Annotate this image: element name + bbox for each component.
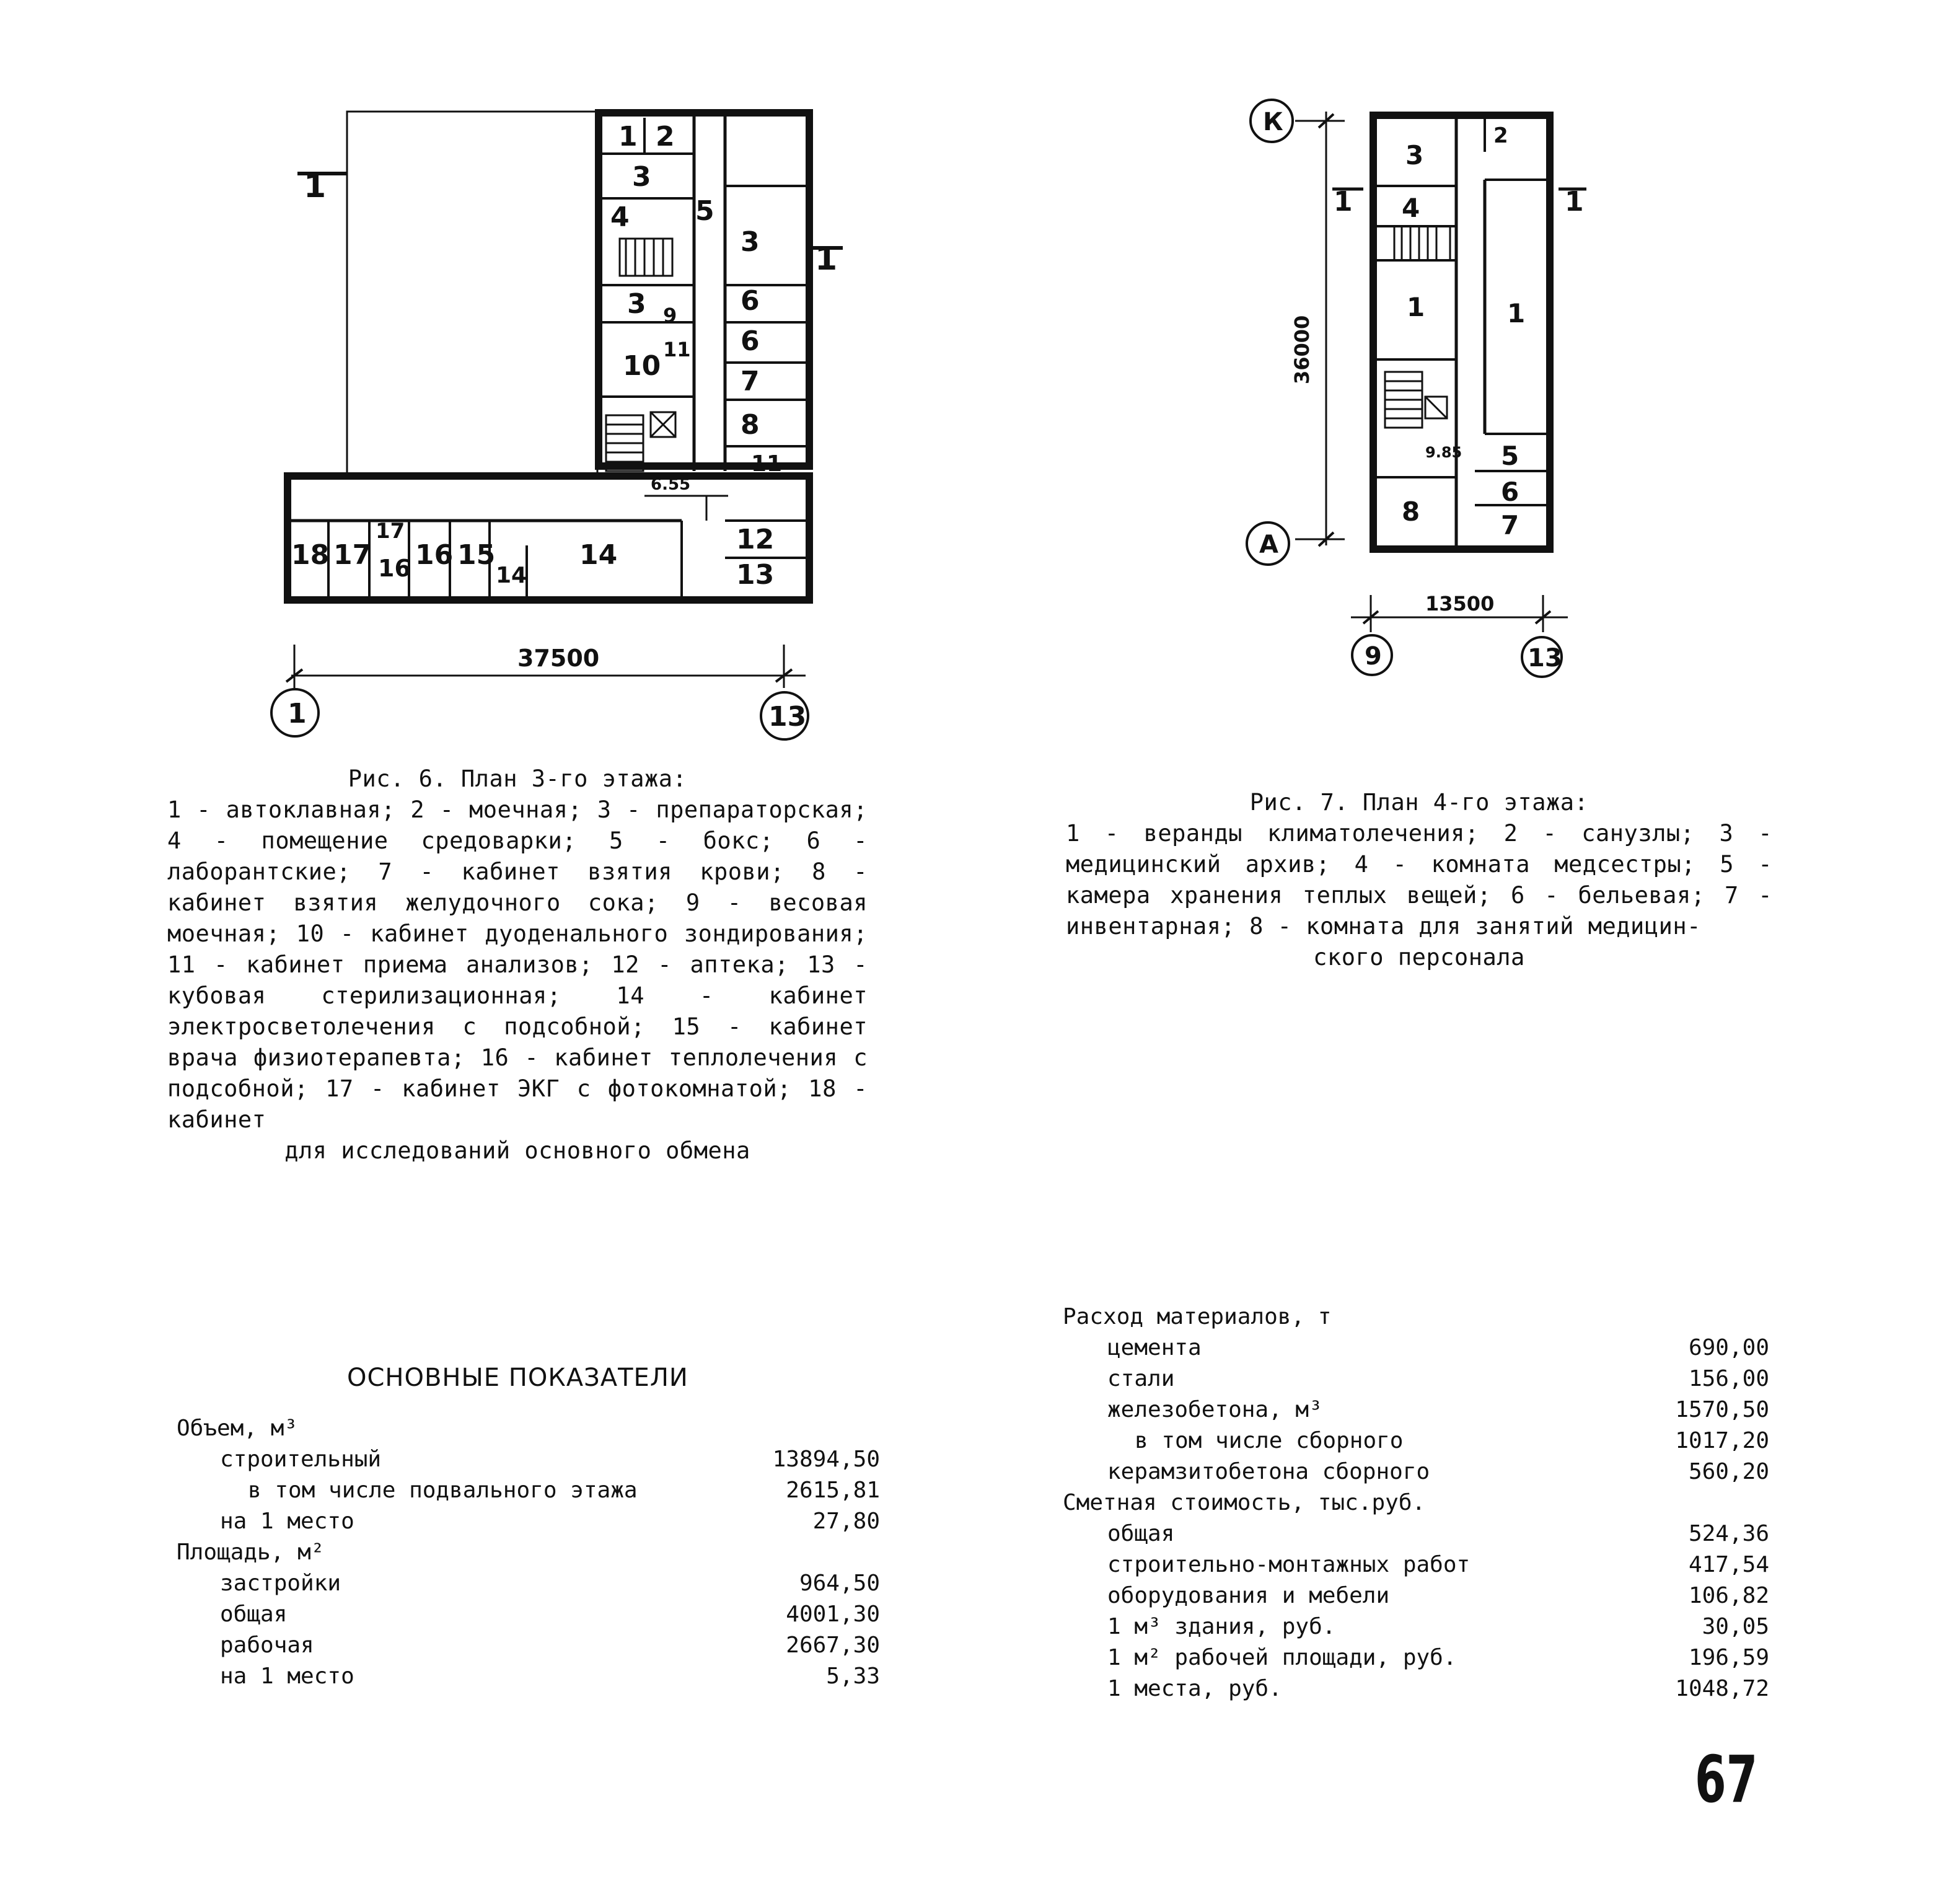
dimension-37500: 37500 — [517, 645, 600, 672]
room-label: 6 — [741, 325, 760, 357]
room-label: 14 — [579, 539, 618, 571]
room-label: 12 — [736, 524, 775, 555]
table-row — [1063, 1457, 1769, 1488]
level-mark: 6.55 — [651, 475, 691, 494]
row-value: 690,00 — [1688, 1335, 1769, 1360]
room-label: 1 — [618, 121, 638, 152]
table-row — [1063, 1580, 1769, 1611]
table-row — [177, 1568, 880, 1599]
row-label: оборудования и мебели — [1107, 1583, 1390, 1608]
room-label: 6 — [741, 285, 760, 317]
section-mark: 1 — [1565, 186, 1584, 218]
room-label: 8 — [741, 409, 760, 441]
room-label: 8 — [1402, 496, 1420, 527]
figure-6-legend-end: для исследований основного обмена — [284, 1137, 750, 1164]
row-value: 106,82 — [1688, 1583, 1769, 1608]
table-row — [1063, 1395, 1769, 1426]
axis-label-1: 1 — [288, 698, 307, 729]
row-label: на 1 место — [220, 1664, 354, 1689]
row-label: железобетона, м³ — [1107, 1397, 1322, 1422]
axis-label-k: К — [1263, 108, 1283, 136]
table-row — [177, 1506, 880, 1537]
table-row — [177, 1413, 880, 1444]
row-label: Расход материалов, т — [1063, 1304, 1332, 1329]
figure-6-title: Рис. 6. План 3-го этажа: — [348, 765, 687, 792]
dimension-13500: 13500 — [1425, 592, 1495, 615]
table-row — [1063, 1518, 1769, 1549]
room-label: 2 — [1493, 123, 1508, 148]
floor-plan-4 — [0, 0, 1939, 713]
table-row — [1063, 1488, 1769, 1518]
room-label: 18 — [291, 539, 330, 571]
figure-7-legend: 1 - веранды климатолечения; 2 - санузлы; 3 - медицинский архив; 4 - комната медсестры; 5 - камера хранения теплых вещей; 6 - бельевая; 7 - инвентарная; 8 - комната для занятий медицин- — [1066, 820, 1772, 940]
row-value: 27,80 — [812, 1509, 880, 1534]
room-label: 10 — [623, 350, 661, 382]
row-label: стали — [1107, 1366, 1175, 1391]
room-label: 11 — [751, 451, 783, 477]
room-label: 4 — [1402, 193, 1420, 223]
row-label: строительно-монтажных работ — [1107, 1552, 1471, 1577]
row-label: цемента — [1107, 1335, 1202, 1360]
table-row — [177, 1475, 880, 1506]
room-label: 7 — [1501, 510, 1519, 540]
room-label: 2 — [656, 121, 675, 152]
room-label: 6 — [1501, 477, 1519, 507]
figure-6-caption — [167, 764, 868, 1166]
row-label: рабочая — [220, 1633, 314, 1658]
row-label: 1 м² рабочей площади, руб. — [1107, 1645, 1457, 1670]
table-row — [177, 1630, 880, 1661]
row-label: застройки — [220, 1571, 341, 1596]
room-label: 11 — [663, 338, 691, 361]
axis-label-13: 13 — [768, 701, 807, 733]
room-label: 16 — [415, 539, 454, 571]
room-label: 13 — [736, 559, 775, 591]
table-row — [177, 1537, 880, 1568]
table-row — [1063, 1302, 1769, 1333]
row-label: общая — [220, 1602, 288, 1627]
table-row — [1063, 1642, 1769, 1673]
table-row — [1063, 1364, 1769, 1395]
figure-7-legend-end: ского персонала — [1313, 944, 1525, 971]
row-value: 13894,50 — [772, 1447, 880, 1472]
row-label: Сметная стоимость, тыс.руб. — [1063, 1490, 1426, 1515]
indicators-heading: ОСНОВНЫЕ ПОКАЗАТЕЛИ — [347, 1364, 688, 1392]
row-label: Площадь, м² — [177, 1540, 325, 1565]
row-value: 1570,50 — [1675, 1397, 1769, 1422]
room-label: 3 — [1405, 140, 1424, 170]
row-label: в том числе сборного — [1135, 1428, 1404, 1453]
table-row — [1063, 1426, 1769, 1457]
row-value: 524,36 — [1688, 1521, 1769, 1546]
row-value: 196,59 — [1688, 1645, 1769, 1670]
room-label: 3 — [632, 161, 651, 193]
row-label: Объем, м³ — [177, 1416, 298, 1441]
row-value: 560,20 — [1688, 1459, 1769, 1484]
row-value: 1048,72 — [1675, 1676, 1769, 1701]
table-row — [177, 1599, 880, 1630]
row-label: 1 места, руб. — [1107, 1676, 1282, 1701]
row-label: 1 м³ здания, руб. — [1107, 1614, 1336, 1639]
indicators-table — [177, 1413, 880, 1698]
level-mark: 9.85 — [1425, 444, 1462, 461]
table-row — [1063, 1549, 1769, 1580]
room-label: 17 — [376, 519, 405, 544]
room-label: 1 — [1407, 292, 1425, 322]
figure-7-title: Рис. 7. План 4-го этажа: — [1249, 789, 1589, 816]
row-label: общая — [1107, 1521, 1175, 1546]
room-label: 5 — [1501, 441, 1519, 471]
row-value: 4001,30 — [786, 1602, 880, 1627]
row-value: 2667,30 — [786, 1633, 880, 1658]
room-label: 3 — [741, 226, 760, 258]
table-row — [177, 1661, 880, 1692]
table-row — [1063, 1611, 1769, 1642]
table-row — [177, 1444, 880, 1475]
room-label: 15 — [457, 539, 496, 571]
room-label: 9 — [663, 304, 677, 327]
row-value: 30,05 — [1702, 1614, 1769, 1639]
materials-table — [1063, 1302, 1769, 1711]
figure-7-caption — [1066, 787, 1772, 973]
room-label: 7 — [741, 366, 760, 397]
room-label: 4 — [610, 201, 630, 233]
axis-label-9: 9 — [1365, 642, 1382, 671]
row-value: 1017,20 — [1675, 1428, 1769, 1453]
row-label: керамзитобетона сборного — [1107, 1459, 1430, 1484]
dimension-36000: 36000 — [1290, 315, 1314, 384]
page-number: 67 — [1695, 1742, 1758, 1817]
row-value: 417,54 — [1688, 1552, 1769, 1577]
row-value: 964,50 — [799, 1571, 880, 1596]
section-mark: 1 — [1334, 186, 1353, 218]
room-label: 1 — [1507, 298, 1526, 328]
row-label: в том числе подвального этажа — [248, 1478, 638, 1503]
room-label: 3 — [627, 288, 646, 320]
section-mark: 1 — [815, 240, 838, 278]
table-row — [1063, 1333, 1769, 1364]
table-row — [1063, 1673, 1769, 1704]
room-label: 5 — [695, 195, 714, 227]
figure-6-legend: 1 - автоклавная; 2 - моечная; 3 - препараторская; 4 - помещение средоварки; 5 - бокс; 6 - лаборантские; 7 - кабинет взятия крови; 8 - кабинет взятия желудочного сока; 9 - весовая моечная; 10 - кабинет дуоденального зондирования; 11 - кабинет приема анализов; 12 - аптека; 13 - кубовая стерилизационная; 14 - кабинет электросветолечения с подсобной; 15 - кабинет врача физиотерапевта; 16 - кабинет теплолечения с подсобной; 17 - кабинет ЭКГ с фотокомнатой; 18 - кабинет — [167, 796, 868, 1133]
row-value: 156,00 — [1688, 1366, 1769, 1391]
section-mark: 1 — [304, 168, 327, 205]
room-label: 16 — [378, 555, 411, 582]
row-label: на 1 место — [220, 1509, 354, 1534]
axis-label-a: А — [1259, 531, 1278, 559]
row-label: строительный — [220, 1447, 382, 1472]
room-label: 17 — [333, 539, 372, 571]
axis-label-13: 13 — [1528, 644, 1562, 672]
row-value: 2615,81 — [786, 1478, 880, 1503]
room-label: 14 — [496, 563, 527, 588]
row-value: 5,33 — [826, 1664, 880, 1689]
